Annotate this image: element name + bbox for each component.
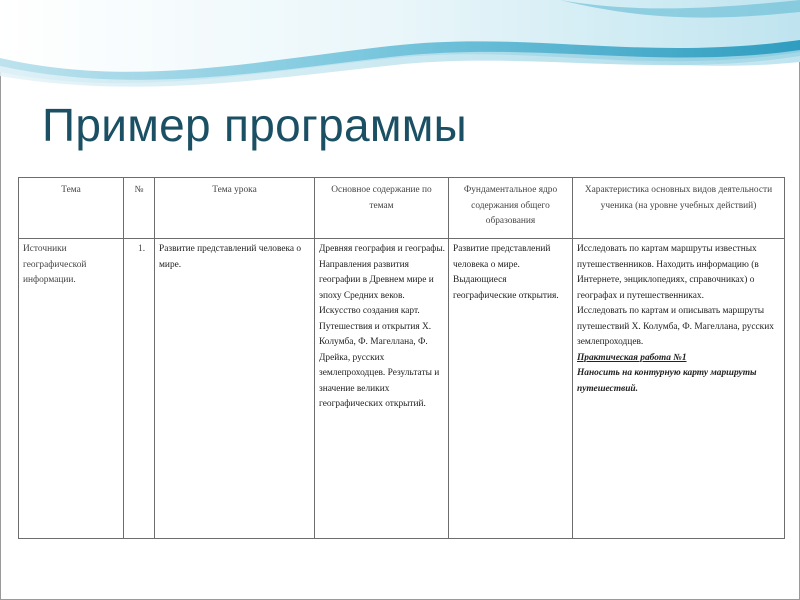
header-main-content: Основное содержание по темам bbox=[315, 178, 449, 239]
table-row bbox=[19, 239, 785, 539]
activity-paragraph: Исследовать по картам маршруты известных путешественников. Находить информацию (в Интернете, энциклопедиях, справочниках) о географах и путешественниках. bbox=[577, 244, 759, 301]
header-lesson-topic: Тема урока bbox=[155, 178, 315, 239]
header-fundamental-core: Фундаментальное ядро содержания общего образования bbox=[449, 178, 573, 239]
table-header-row bbox=[19, 178, 785, 239]
header-wave-decoration bbox=[0, 0, 800, 95]
header-number: № bbox=[124, 178, 155, 239]
header-tema: Тема bbox=[19, 178, 124, 239]
content-paragraph: Искусство создания карт. Путешествия и открытия Х. Колумба, Ф. Магеллана, Ф. Дрейка, русских землепроходцев. Результаты и значение великих географических открытий. bbox=[319, 306, 440, 409]
cell-number: 1. bbox=[124, 239, 155, 539]
activity-paragraph: Исследовать по картам и описывать маршруты путешествий Х. Колумба, Ф. Магеллана, русских землепроходцев. bbox=[577, 306, 774, 347]
cell-tema: Источники географической информации. bbox=[19, 239, 124, 539]
cell-main-content bbox=[315, 239, 449, 539]
practical-work-text: Наносить на контурную карту маршруты путешествий. bbox=[577, 368, 757, 394]
cell-student-activity bbox=[573, 239, 785, 539]
slide-title: Пример программы bbox=[42, 99, 468, 151]
practical-work-title: Практическая работа №1 bbox=[577, 352, 687, 363]
cell-lesson-topic: Развитие представлений человека о мире. bbox=[155, 239, 315, 539]
header-student-activity: Характеристика основных видов деятельности ученика (на уровне учебных действий) bbox=[573, 178, 785, 239]
cell-fundamental-core: Развитие представлений человека о мире. Выдающиеся географические открытия. bbox=[449, 239, 573, 539]
content-paragraph: Древняя география и географы. Направления развития географии в Древнем мире и эпоху Средних веков. bbox=[319, 244, 446, 301]
program-table bbox=[18, 177, 785, 539]
